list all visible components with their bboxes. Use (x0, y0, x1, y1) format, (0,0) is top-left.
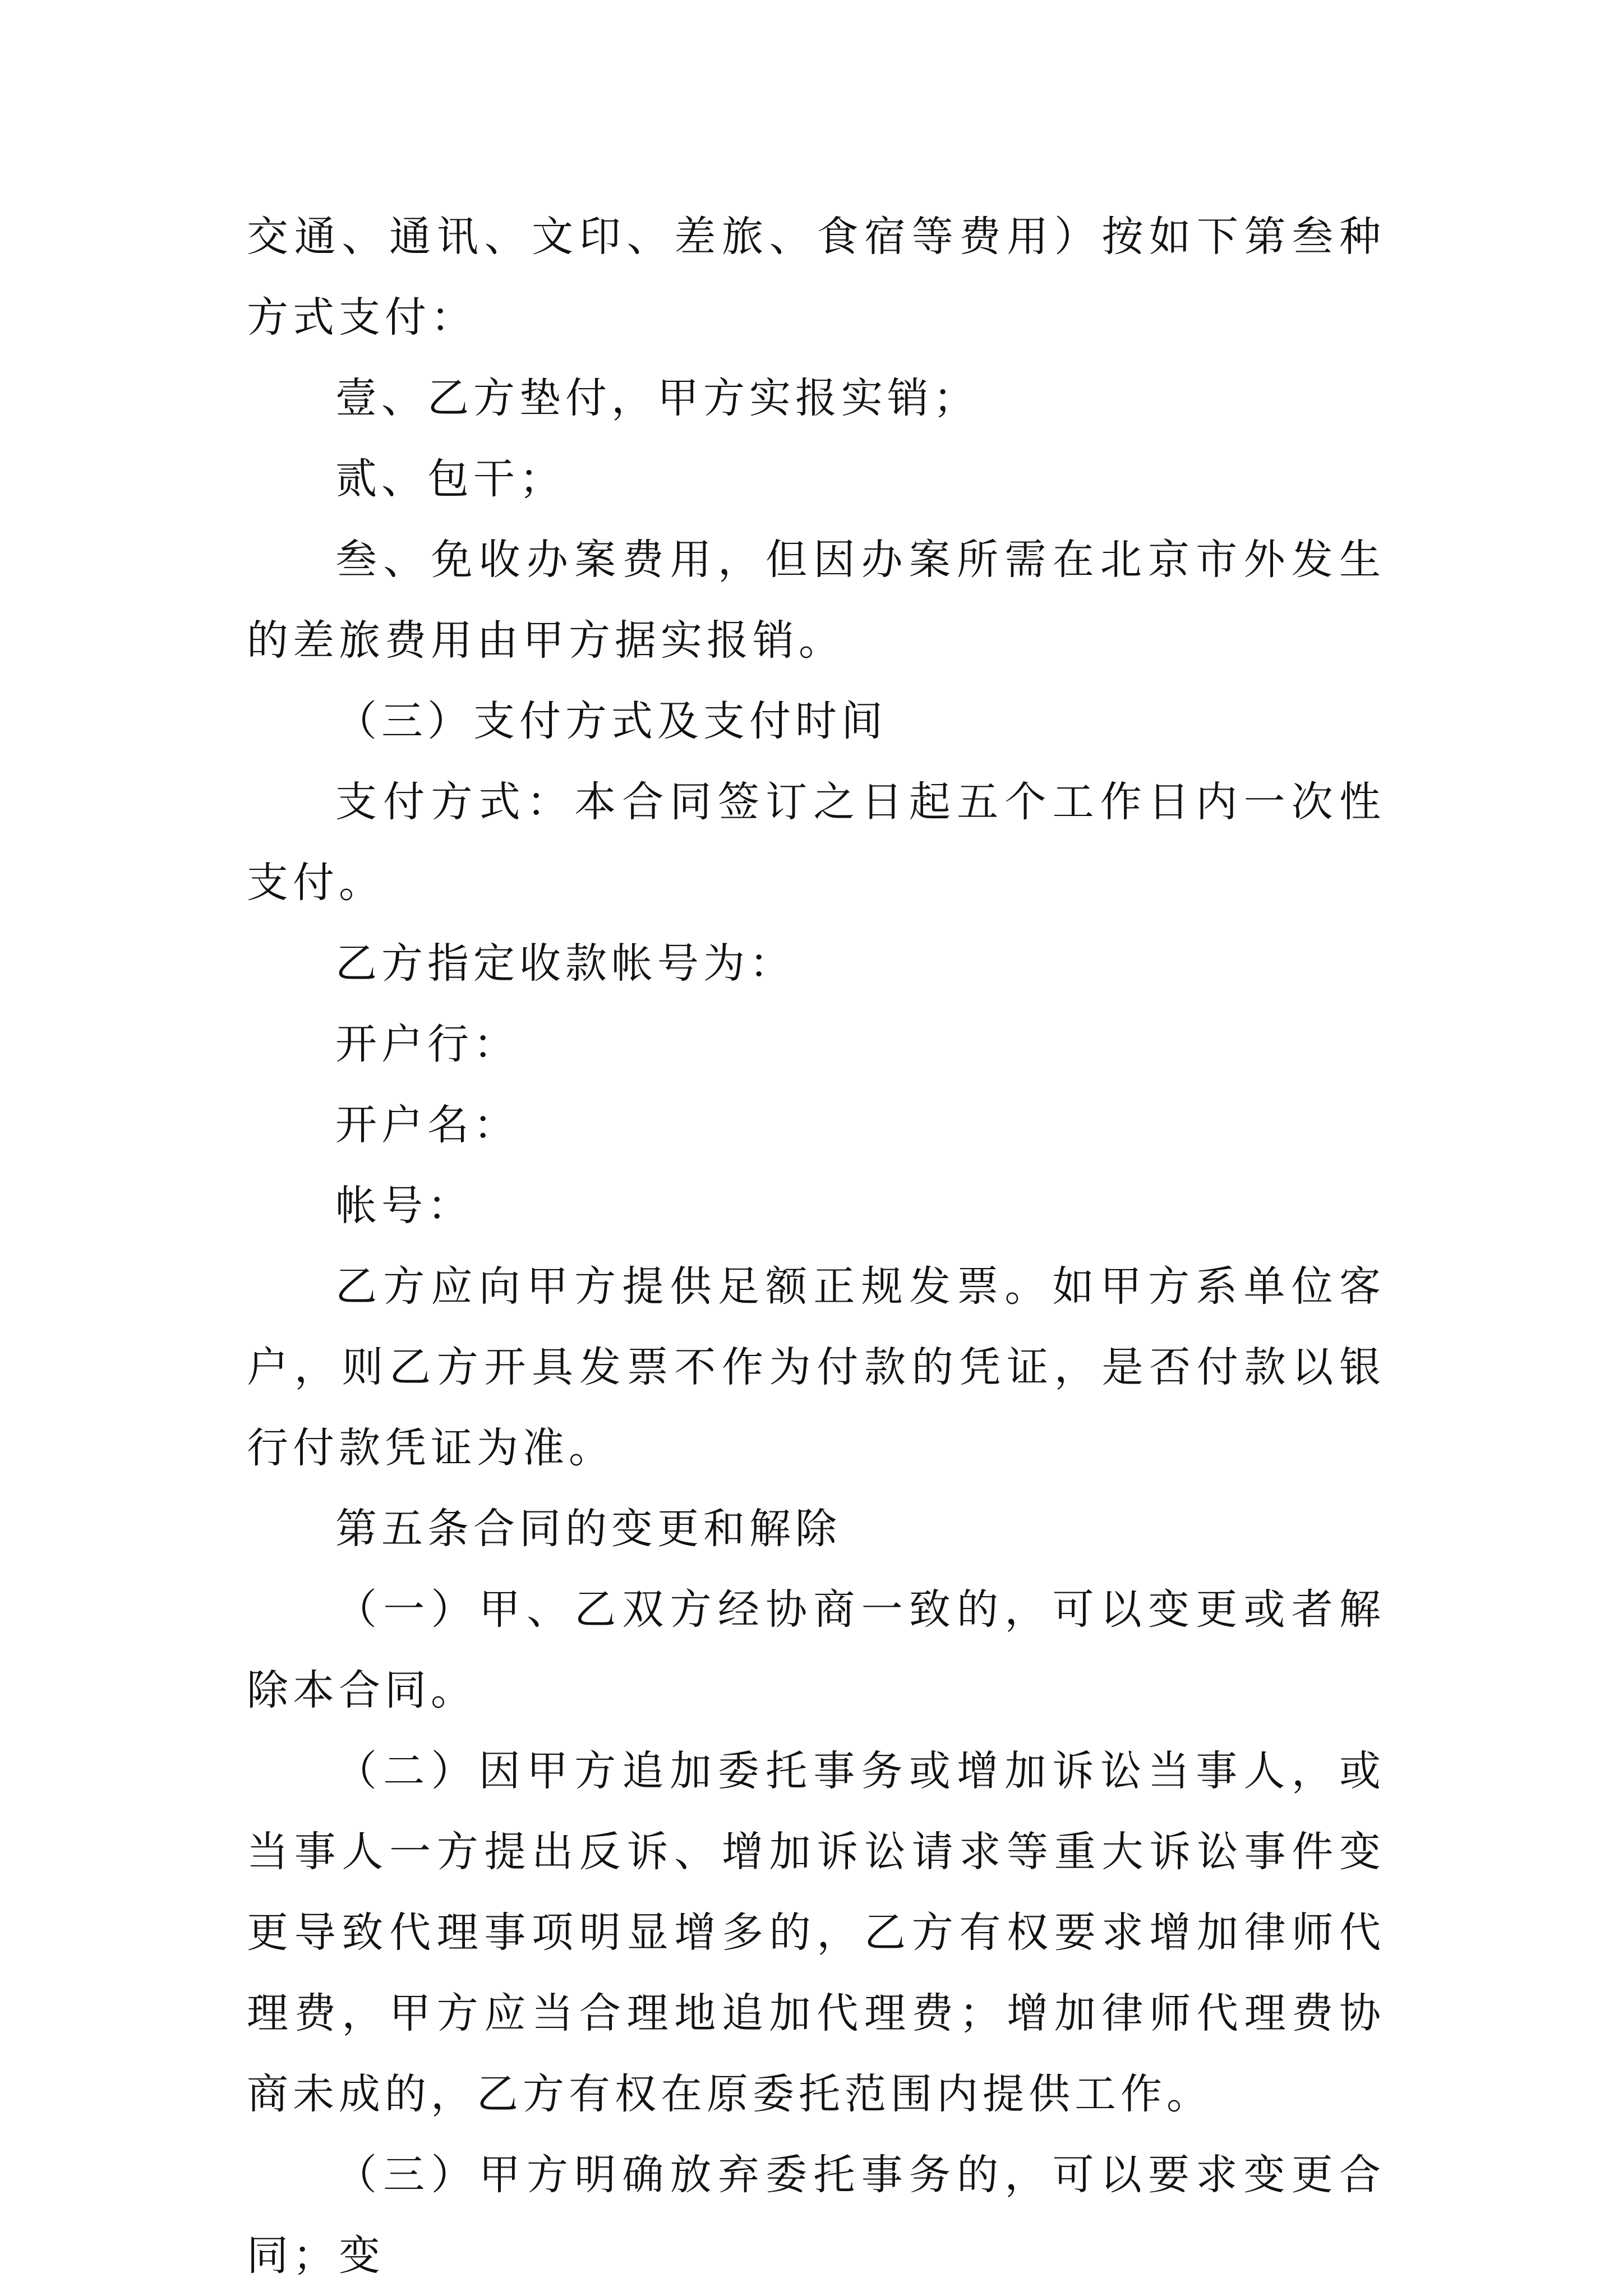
paragraph-option-one: 壹、乙方垫付，甲方实报实销； (335, 374, 979, 422)
paragraph-fees-continued: 交通、通讯、文印、差旅、食宿等费用）按如下第叁种方式支付： (247, 213, 1385, 342)
article-heading-five: 第五条合同的变更和解除 (335, 1505, 841, 1553)
field-account-number-label: 帐号： (335, 1182, 473, 1230)
section-heading-payment: （三）支付方式及支付时间 (335, 697, 887, 745)
clause-one: （一）甲、乙双方经协商一致的，可以变更或者解除本合同。 (247, 1585, 1385, 1714)
field-bank-label: 开户行： (335, 1020, 519, 1068)
paragraph-option-two: 贰、包干； (335, 455, 565, 503)
clause-two: （二）因甲方追加委托事务或增加诉讼当事人，或当事人一方提出反诉、增加诉讼请求等重大诉讼事件变更导致代理事项明显增多的，乙方有权要求增加律师代理费，甲方应当合理地追加代理费；增加律师代理费协商未成的，乙方有权在原委托范围内提供工作。 (247, 1747, 1385, 2118)
paragraph-account-intro: 乙方指定收款帐号为： (335, 939, 795, 988)
paragraph-invoice: 乙方应向甲方提供足额正规发票。如甲方系单位客户，则乙方开具发票不作为付款的凭证，是否付款以银行付款凭证为准。 (247, 1262, 1385, 1472)
clause-three: （三）甲方明确放弃委托事务的，可以要求变更合同；变 (247, 2151, 1385, 2280)
field-account-name-label: 开户名： (335, 1101, 519, 1149)
paragraph-payment-method: 支付方式：本合同签订之日起五个工作日内一次性支付。 (247, 778, 1385, 907)
paragraph-option-three: 叁、免收办案费用，但因办案所需在北京市外发生的差旅费用由甲方据实报销。 (247, 536, 1385, 665)
document-body (247, 196, 1385, 2296)
